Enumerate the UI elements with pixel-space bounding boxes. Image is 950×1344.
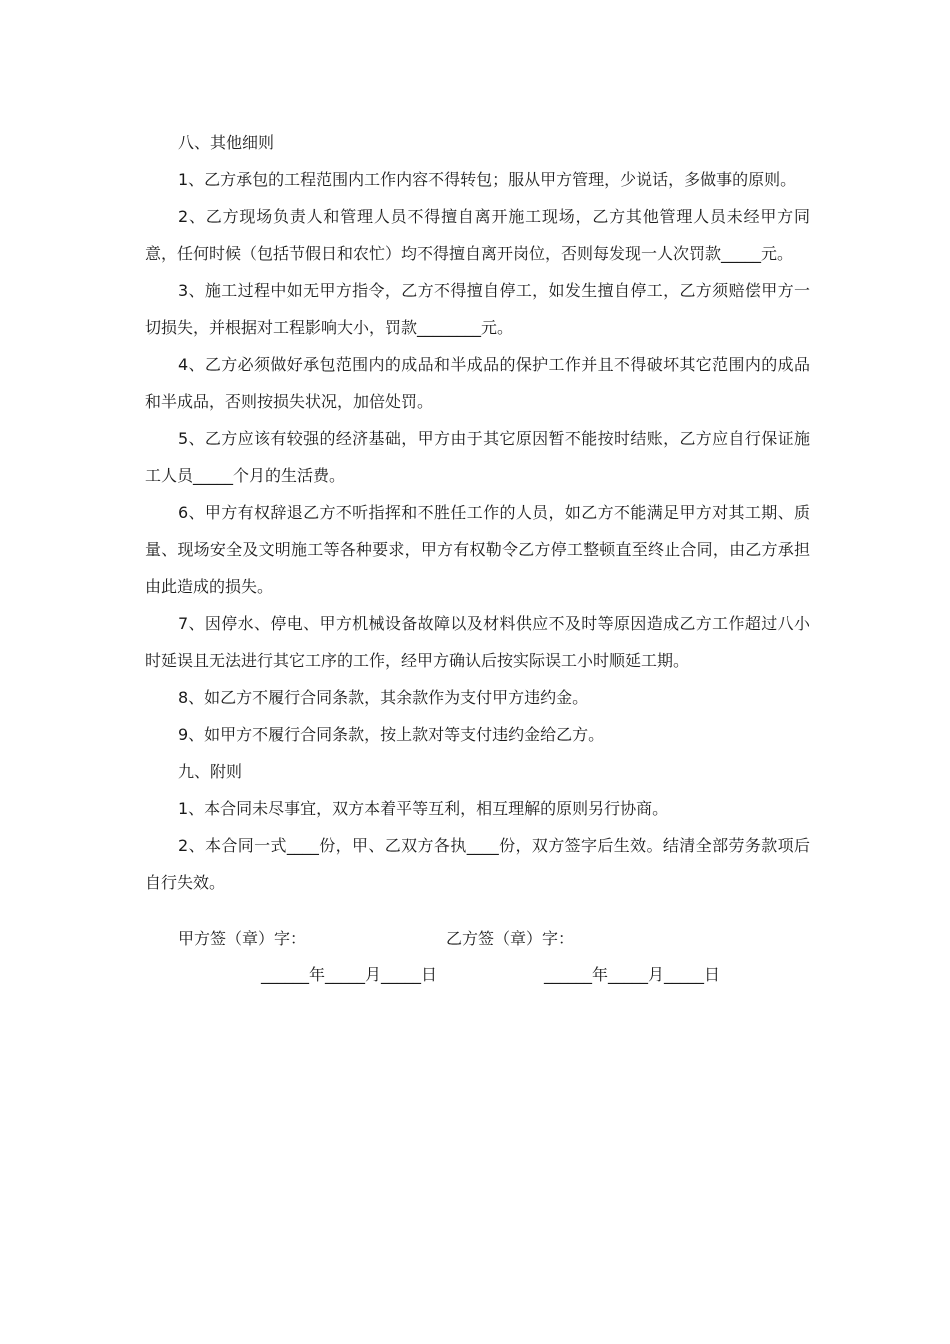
party-b-signature-label: 乙方签（章）字： xyxy=(446,929,575,948)
clause-8-9: 9、如甲方不履行合同条款，按上款对等支付违约金给乙方。 xyxy=(178,725,605,744)
clause-9-1: 1、本合同未尽事宜，双方本着平等互利，相互理解的原则另行协商。 xyxy=(178,799,669,818)
clause-8-2: 2、乙方现场负责人和管理人员不得擅自离开施工现场，乙方其他管理人员未经甲方同意，任何时候（包括节假日和农忙）均不得擅自离开岗位，否则每发现一人次罚款_____元。 xyxy=(145,207,810,263)
section-heading-appendix: 九、附则 xyxy=(178,762,243,781)
clause-8-7: 7、因停水、停电、甲方机械设备故障以及材料供应不及时等原因造成乙方工作超过八小时延误且无法进行其它工序的工作，经甲方确认后按实际误工小时顺延工期。 xyxy=(145,614,810,670)
clause-8-5: 5、乙方应该有较强的经济基础，甲方由于其它原因暂不能按时结账，乙方应自行保证施工人员_____个月的生活费。 xyxy=(145,429,810,485)
contract-body xyxy=(145,124,810,901)
clause-9-2: 2、本合同一式____份，甲、乙双方各执____份，双方签字后生效。结清全部劳务款项后自行失效。 xyxy=(145,836,810,892)
clause-8-3: 3、施工过程中如无甲方指令，乙方不得擅自停工，如发生擅自停工，乙方须赔偿甲方一切损失，并根据对工程影响大小，罚款________元。 xyxy=(145,281,810,337)
date-row xyxy=(0,960,950,990)
clause-8-1: 1、乙方承包的工程范围内工作内容不得转包；服从甲方管理，少说话，多做事的原则。 xyxy=(178,170,797,189)
clause-8-4: 4、乙方必须做好承包范围内的成品和半成品的保护工作并且不得破坏其它范围内的成品和半成品，否则按损失状况，加倍处罚。 xyxy=(145,355,810,411)
signature-row xyxy=(178,924,818,954)
party-a-signature-label: 甲方签（章）字： xyxy=(178,929,307,948)
party-b-date: ______年_____月_____日 xyxy=(544,965,721,984)
clause-8-6: 6、甲方有权辞退乙方不听指挥和不胜任工作的人员，如乙方不能满足甲方对其工期、质量、现场安全及文明施工等各种要求，甲方有权勒令乙方停工整顿直至终止合同，由乙方承担由此造成的损失。 xyxy=(145,503,810,596)
clause-8-8: 8、如乙方不履行合同条款，其余款作为支付甲方违约金。 xyxy=(178,688,589,707)
section-heading-other-rules: 八、其他细则 xyxy=(178,133,275,152)
party-a-date: ______年_____月_____日 xyxy=(261,965,438,984)
